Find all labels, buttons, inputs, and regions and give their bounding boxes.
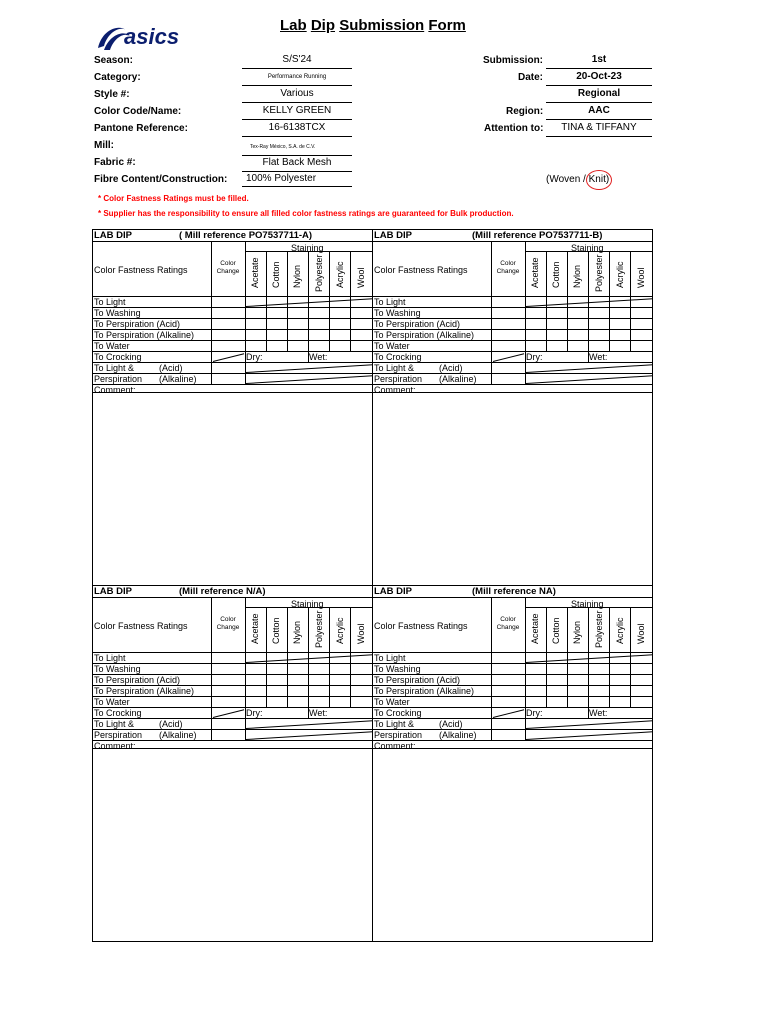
lab-dip-label: LAB DIP bbox=[94, 586, 132, 597]
date-value: 20-Oct-23 bbox=[546, 70, 652, 86]
lab-dip-label: LAB DIP bbox=[374, 586, 412, 597]
row-label: To Perspiration (Acid) bbox=[374, 675, 461, 685]
note-supplier: * Supplier has the responsibility to ensure all filled color fastness ratings are guaranteed for Bulk production. bbox=[98, 209, 514, 218]
svg-text:asics: asics bbox=[124, 24, 180, 49]
light-persp-label: To Light & bbox=[374, 363, 415, 373]
pantone-label: Pantone Reference: bbox=[94, 123, 188, 134]
row-label: To Washing bbox=[94, 308, 141, 318]
regional-value: Regional bbox=[546, 87, 652, 103]
light-persp-label-2: Perspiration bbox=[374, 374, 423, 384]
mill-reference: (Mill reference PO7537711-B) bbox=[472, 230, 603, 241]
wet-label: Wet: bbox=[589, 352, 608, 362]
style-value: Various bbox=[242, 87, 352, 103]
row-label: To Perspiration (Alkaline) bbox=[374, 686, 475, 696]
row-label: To Crocking bbox=[94, 352, 142, 362]
row-label: To Crocking bbox=[374, 708, 422, 718]
lab-dip-label: LAB DIP bbox=[94, 230, 132, 241]
color-change-header: Color Change bbox=[216, 616, 240, 631]
fibre-acrylic-header: Acrylic bbox=[614, 261, 625, 288]
wet-label: Wet: bbox=[309, 708, 328, 718]
ratings-header: Color Fastness Ratings bbox=[374, 265, 468, 275]
fabric-label: Fabric #: bbox=[94, 157, 136, 168]
fibre-wool-header: Wool bbox=[636, 623, 646, 644]
style-label: Style #: bbox=[94, 89, 130, 100]
ratings-header: Color Fastness Ratings bbox=[94, 265, 188, 275]
alkaline-label: (Alkaline) bbox=[439, 730, 477, 740]
light-persp-label-2: Perspiration bbox=[374, 730, 423, 740]
fibre-cotton-header: Cotton bbox=[551, 617, 562, 644]
row-label: To Light bbox=[94, 653, 126, 663]
attention-value: TINA & TIFFANY bbox=[546, 121, 652, 137]
fibre-cotton-header: Cotton bbox=[551, 261, 562, 288]
category-value: Performance Running bbox=[242, 70, 352, 86]
comment-label: Comment: bbox=[94, 741, 136, 751]
category-label: Category: bbox=[94, 72, 141, 83]
light-persp-label-2: Perspiration bbox=[94, 730, 143, 740]
row-label: To Water bbox=[94, 697, 130, 707]
staining-header: Staining bbox=[571, 243, 604, 253]
row-label: To Light bbox=[374, 653, 406, 663]
dry-label: Dry: bbox=[526, 708, 543, 718]
row-label: To Water bbox=[374, 697, 410, 707]
alkaline-label: (Alkaline) bbox=[159, 374, 197, 384]
ratings-header: Color Fastness Ratings bbox=[374, 621, 468, 631]
fibre-wool-header: Wool bbox=[356, 267, 366, 288]
attention-label: Attention to: bbox=[484, 123, 544, 134]
staining-header: Staining bbox=[291, 599, 324, 609]
comment-label: Comment: bbox=[374, 385, 416, 395]
staining-header: Staining bbox=[571, 599, 604, 609]
color-change-header: Color Change bbox=[496, 260, 520, 275]
ratings-header: Color Fastness Ratings bbox=[94, 621, 188, 631]
dry-label: Dry: bbox=[526, 352, 543, 362]
acid-label: (Acid) bbox=[439, 719, 463, 729]
row-label: To Perspiration (Acid) bbox=[94, 675, 181, 685]
comment-label: Comment: bbox=[94, 385, 136, 395]
lab-dip-label: LAB DIP bbox=[374, 230, 412, 241]
date-label: Date: bbox=[518, 72, 544, 83]
row-label: To Light bbox=[94, 297, 126, 307]
row-label: To Perspiration (Alkaline) bbox=[374, 330, 475, 340]
fibre-acrylic-header: Acrylic bbox=[334, 261, 345, 288]
fabric-value: Flat Back Mesh bbox=[242, 155, 352, 172]
color-change-header: Color Change bbox=[496, 616, 520, 631]
submission-label: Submission: bbox=[483, 55, 544, 66]
region-label: Region: bbox=[506, 106, 544, 117]
fibre-polyester-header: Polyester bbox=[593, 610, 604, 648]
row-label: To Washing bbox=[374, 308, 421, 318]
row-label: To Light bbox=[374, 297, 406, 307]
fibre-polyester-header: Polyester bbox=[313, 610, 324, 648]
lab-dip-panel bbox=[92, 229, 373, 586]
row-label: To Washing bbox=[94, 664, 141, 674]
row-label: To Crocking bbox=[374, 352, 422, 362]
lab-dip-panel bbox=[92, 585, 373, 942]
acid-label: (Acid) bbox=[159, 719, 183, 729]
row-label: To Washing bbox=[374, 664, 421, 674]
fibre-wool-header: Wool bbox=[636, 267, 646, 288]
fibre-wool-header: Wool bbox=[356, 623, 366, 644]
light-persp-label: To Light & bbox=[94, 719, 135, 729]
fibre-nylon-header: Nylon bbox=[292, 264, 303, 288]
mill-label: Mill: bbox=[94, 140, 114, 151]
fibre-nylon-header: Nylon bbox=[572, 620, 583, 644]
light-persp-label-2: Perspiration bbox=[94, 374, 143, 384]
fibre-acrylic-header: Acrylic bbox=[614, 617, 625, 644]
color-change-header: Color Change bbox=[216, 260, 240, 275]
color-label: Color Code/Name: bbox=[94, 106, 182, 117]
construction-choice: (Woven / Knit) bbox=[546, 174, 610, 185]
alkaline-label: (Alkaline) bbox=[439, 374, 477, 384]
mill-reference: (Mill reference N/A) bbox=[179, 586, 266, 597]
fibre-nylon-header: Nylon bbox=[572, 264, 583, 288]
fibre-cotton-header: Cotton bbox=[271, 261, 282, 288]
fibre-polyester-header: Polyester bbox=[593, 254, 604, 292]
row-label: To Perspiration (Acid) bbox=[374, 319, 461, 329]
knit-option: Knit bbox=[588, 174, 606, 185]
fibre-label: Fibre Content/Construction: bbox=[94, 174, 228, 185]
light-persp-label: To Light & bbox=[374, 719, 415, 729]
lab-dip-panel bbox=[372, 585, 653, 942]
row-label: To Crocking bbox=[94, 708, 142, 718]
fibre-acrylic-header: Acrylic bbox=[334, 617, 345, 644]
staining-header: Staining bbox=[291, 243, 324, 253]
lab-dip-panel bbox=[372, 229, 653, 586]
season-value: S/S'24 bbox=[242, 53, 352, 69]
fibre-acetate-header: Acetate bbox=[250, 613, 260, 644]
mill-reference: ( Mill reference PO7537711-A) bbox=[179, 230, 313, 241]
dry-label: Dry: bbox=[246, 352, 263, 362]
row-label: To Water bbox=[374, 341, 410, 351]
row-label: To Perspiration (Alkaline) bbox=[94, 330, 195, 340]
season-label: Season: bbox=[94, 55, 133, 66]
fibre-acetate-header: Acetate bbox=[530, 613, 540, 644]
mill-value: Tex-Ray México, S.A. de C.V. bbox=[250, 144, 316, 150]
note-ratings: * Color Fastness Ratings must be filled. bbox=[98, 194, 249, 203]
acid-label: (Acid) bbox=[439, 363, 463, 373]
submission-value: 1st bbox=[546, 53, 652, 69]
region-value: AAC bbox=[546, 104, 652, 120]
page-title: Lab Dip Submission Form bbox=[280, 17, 466, 34]
dry-label: Dry: bbox=[246, 708, 263, 718]
row-label: To Perspiration (Acid) bbox=[94, 319, 181, 329]
row-label: To Water bbox=[94, 341, 130, 351]
asics-logo bbox=[96, 20, 190, 54]
knit-selected-circle bbox=[586, 170, 612, 190]
fibre-acetate-header: Acetate bbox=[250, 257, 260, 288]
fibre-value: 100% Polyester bbox=[242, 172, 352, 187]
fibre-acetate-header: Acetate bbox=[530, 257, 540, 288]
acid-label: (Acid) bbox=[159, 363, 183, 373]
color-value: KELLY GREEN bbox=[242, 104, 352, 120]
pantone-value: 16-6138TCX bbox=[242, 121, 352, 137]
wet-label: Wet: bbox=[589, 708, 608, 718]
row-label: To Perspiration (Alkaline) bbox=[94, 686, 195, 696]
wet-label: Wet: bbox=[309, 352, 328, 362]
light-persp-label: To Light & bbox=[94, 363, 135, 373]
fibre-polyester-header: Polyester bbox=[313, 254, 324, 292]
fibre-cotton-header: Cotton bbox=[271, 617, 282, 644]
fibre-nylon-header: Nylon bbox=[292, 620, 303, 644]
alkaline-label: (Alkaline) bbox=[159, 730, 197, 740]
mill-reference: (Mill reference NA) bbox=[472, 586, 556, 597]
comment-label: Comment: bbox=[374, 741, 416, 751]
